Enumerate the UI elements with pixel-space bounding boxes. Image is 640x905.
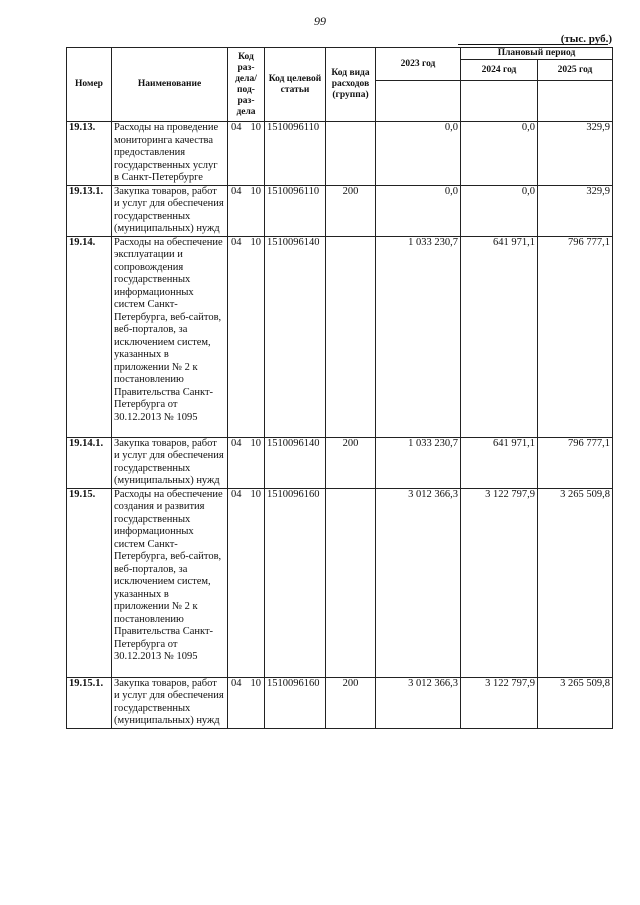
row-target-code: 1510096140 — [265, 236, 326, 437]
row-section-code — [228, 437, 265, 488]
table-row — [67, 488, 613, 677]
row-2024: 3 122 797,9 — [461, 677, 538, 728]
column-header-section-code: Код раз-дела/ под-раз-дела — [228, 48, 265, 122]
row-expense-type: 200 — [326, 437, 376, 488]
row-2025: 329,9 — [538, 122, 613, 186]
row-target-code: 1510096160 — [265, 677, 326, 728]
row-2023: 3 012 366,3 — [376, 488, 461, 677]
row-2023: 1 033 230,7 — [376, 236, 461, 437]
row-subsection: 10 — [250, 437, 261, 449]
row-name: Расходы на проведение мониторинга качества предоставления государственных услуг в Санкт-Петербурге — [112, 122, 228, 186]
row-name: Закупка товаров, работ и услуг для обеспечения государственных (муниципальных) нужд — [112, 677, 228, 728]
column-header-name: Наименование — [112, 48, 228, 122]
row-subsection: 10 — [250, 185, 261, 197]
row-2024: 3 122 797,9 — [461, 488, 538, 677]
row-expense-type — [326, 236, 376, 437]
row-number: 19.14. — [67, 236, 112, 437]
column-header-planning-period: Плановый период — [461, 48, 613, 60]
budget-table — [66, 47, 613, 729]
column-header-number: Номер — [67, 48, 112, 122]
table-row — [67, 122, 613, 186]
row-2023: 0,0 — [376, 122, 461, 186]
row-2023: 0,0 — [376, 185, 461, 236]
column-header-expense-type-code: Код вида расходов (группа) — [326, 48, 376, 122]
table-row — [67, 437, 613, 488]
row-section-code — [228, 122, 265, 186]
column-header-year-2025: 2025 год — [538, 60, 613, 81]
row-expense-type: 200 — [326, 185, 376, 236]
row-target-code: 1510096110 — [265, 122, 326, 186]
row-section: 04 — [231, 437, 242, 449]
row-2024: 641 971,1 — [461, 437, 538, 488]
row-target-code: 1510096160 — [265, 488, 326, 677]
row-expense-type — [326, 488, 376, 677]
row-2023: 1 033 230,7 — [376, 437, 461, 488]
row-2025: 796 777,1 — [538, 437, 613, 488]
row-name: Закупка товаров, работ и услуг для обеспечения государственных (муниципальных) нужд — [112, 437, 228, 488]
row-number: 19.13.1. — [67, 185, 112, 236]
row-name: Закупка товаров, работ и услуг для обеспечения государственных (муниципальных) нужд — [112, 185, 228, 236]
row-section: 04 — [231, 236, 242, 248]
row-section-code — [228, 236, 265, 437]
row-target-code: 1510096140 — [265, 437, 326, 488]
row-name: Расходы на обеспечение эксплуатации и сопровождения государственных информационных систем Санкт-Петербурга, веб-сайтов, веб-порталов, за исключением систем, указанных в приложении № 2 к постановлению Правительства Санкт-Петербурга от 30.12.2013 № 1095 — [112, 236, 228, 437]
header-spacer-2024 — [461, 81, 538, 122]
page-number: 99 — [314, 14, 326, 28]
row-section: 04 — [231, 677, 242, 689]
row-section-code — [228, 185, 265, 236]
row-section: 04 — [231, 122, 242, 133]
column-header-year-2023: 2023 год — [376, 48, 461, 81]
row-section-code — [228, 488, 265, 677]
row-section-code — [228, 677, 265, 728]
row-2025: 796 777,1 — [538, 236, 613, 437]
table-header — [67, 48, 613, 122]
row-target-code: 1510096110 — [265, 185, 326, 236]
table-row — [67, 236, 613, 437]
row-section: 04 — [231, 488, 242, 500]
row-2025: 329,9 — [538, 185, 613, 236]
row-2025: 3 265 509,8 — [538, 488, 613, 677]
row-2024: 0,0 — [461, 122, 538, 186]
units-label: (тыс. руб.) — [560, 33, 612, 45]
row-subsection: 10 — [250, 236, 261, 248]
row-2023: 3 012 366,3 — [376, 677, 461, 728]
column-header-year-2024: 2024 год — [461, 60, 538, 81]
row-expense-type — [326, 122, 376, 186]
header-spacer-2023 — [376, 81, 461, 122]
row-subsection: 10 — [250, 677, 261, 689]
row-subsection: 10 — [250, 122, 261, 133]
table-row — [67, 185, 613, 236]
row-2025: 3 265 509,8 — [538, 677, 613, 728]
column-header-target-code: Код целевой статьи — [265, 48, 326, 122]
row-2024: 641 971,1 — [461, 236, 538, 437]
units-underline — [458, 44, 608, 45]
row-2024: 0,0 — [461, 185, 538, 236]
row-number: 19.14.1. — [67, 437, 112, 488]
header-spacer-2025 — [538, 81, 613, 122]
row-number: 19.15.1. — [67, 677, 112, 728]
row-section: 04 — [231, 185, 242, 197]
row-subsection: 10 — [250, 488, 261, 500]
row-number: 19.15. — [67, 488, 112, 677]
row-name: Расходы на обеспечение создания и развития государственных информационных систем Санкт-Петербурга, веб-сайтов, веб-порталов, за исключением систем, указанных в приложении № 2 к постановлению Правительства Санкт-Петербурга от 30.12.2013 № 1095 — [112, 488, 228, 677]
table-row — [67, 677, 613, 728]
row-expense-type: 200 — [326, 677, 376, 728]
row-number: 19.13. — [67, 122, 112, 186]
